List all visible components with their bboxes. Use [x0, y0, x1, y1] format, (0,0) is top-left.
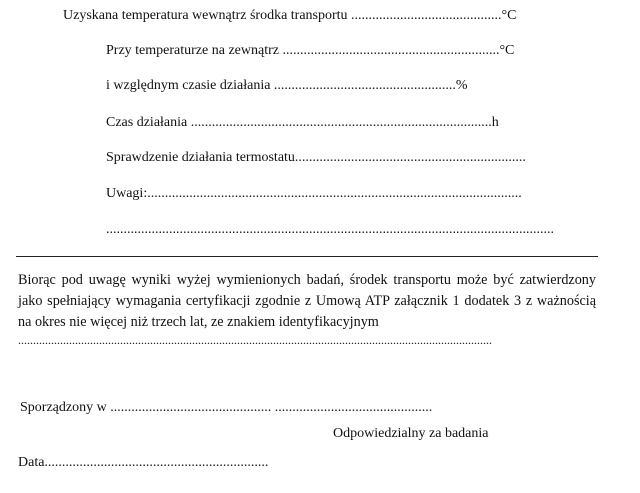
- external-temperature-field: Przy temperaturze na zewnątrz ..............................................................°C: [106, 43, 515, 58]
- responsible-person-label: Odpowiedzialny za badania: [333, 426, 489, 441]
- identification-mark-line: ..............................................................................................................................................................: [18, 333, 492, 347]
- relative-time-field: i względnym czasie działania ....................................................%: [106, 78, 468, 93]
- certification-paragraph: Biorąc pod uwagę wyniki wyżej wymienionych badań, środek transportu może być zatwierdzony jako spełniający wymagania certyfikacji zgodnie z Umową ATP załącznik 1 dodatek 3 z ważnością na okres nie więcej niż trzech lat, ze znakiem identyfikacyjnym: [18, 272, 596, 330]
- thermostat-check-field: Sprawdzenie działania termostatu..................................................................: [106, 150, 526, 165]
- operating-time-field: Czas działania ......................................................................................h: [106, 115, 499, 130]
- drawn-up-in-field: Sporządzony w .............................................. .............................................: [20, 400, 433, 415]
- section-divider: [16, 256, 598, 257]
- internal-temperature-field: Uzyskana temperatura wewnątrz środka transportu ...........................................°C: [63, 8, 517, 23]
- remarks-continuation-line: ................................................................................................................................: [106, 222, 554, 237]
- date-field: Data................................................................: [18, 455, 269, 470]
- remarks-field: Uwagi:...........................................................................................................: [106, 186, 522, 201]
